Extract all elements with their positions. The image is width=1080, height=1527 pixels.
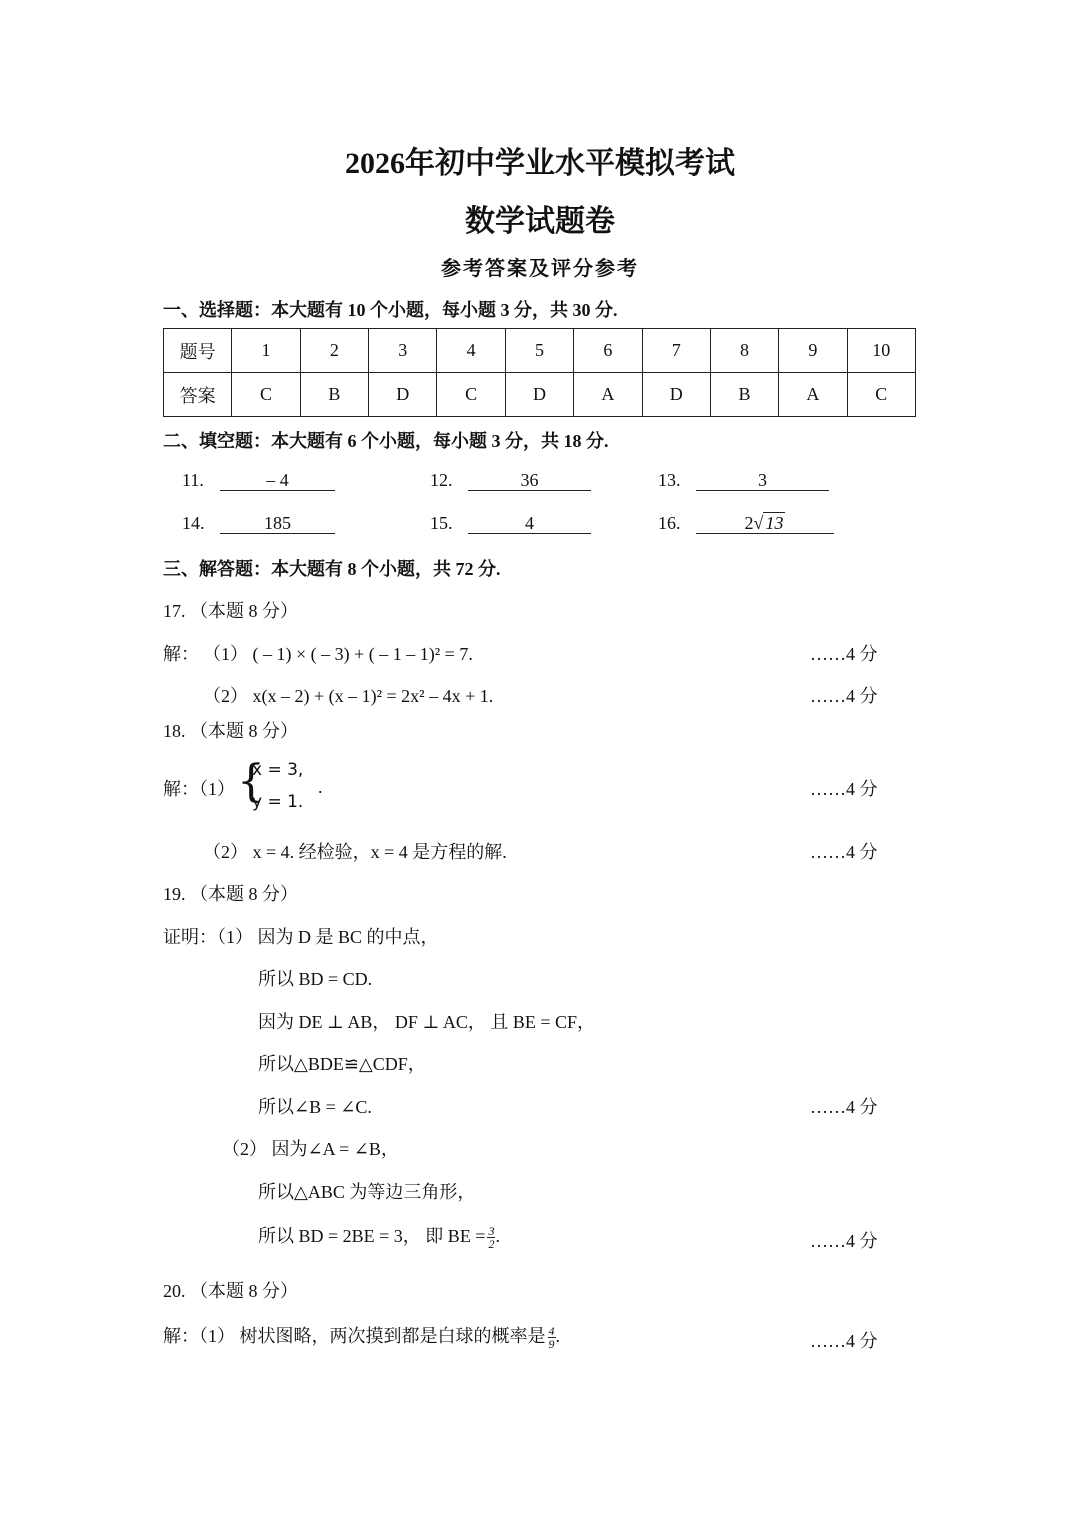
radical-coefficient: 2 (744, 513, 754, 533)
answer-row (164, 373, 916, 417)
question-number: 9 (779, 329, 847, 373)
q20-score1: ……4 分 (810, 1331, 878, 1351)
question-number: 4 (437, 329, 505, 373)
fraction-numerator: 3 (488, 1224, 495, 1239)
q19-line8: 所以 BD = 2BE = 3， 即 BE = $\frac{3}{2}$ . (258, 1224, 500, 1252)
q18-lead: 解：（1） (163, 779, 235, 799)
question-number: 1 (232, 329, 300, 373)
q19-line5: 所以∠B = ∠C. (258, 1097, 372, 1117)
blank-item-11 (182, 470, 289, 491)
q18-eq2: y = 1. (252, 792, 304, 812)
question-number: 6 (574, 329, 642, 373)
blank-number: 16. (658, 513, 681, 533)
exam-title: 2026年初中学业水平模拟考试 (345, 147, 735, 180)
q19-score2: ……4 分 (810, 1231, 878, 1251)
question-row-label: 题号 (164, 329, 232, 373)
blank-answer: 3 (696, 470, 829, 491)
blank-number: 13. (658, 470, 681, 490)
blank-answer: – 4 (220, 470, 335, 491)
section3-heading: 三、解答题：本大题有 8 个小题，共 72 分. (163, 559, 501, 579)
q19-line2: 所以 BD = CD. (258, 969, 373, 989)
question-number: 8 (710, 329, 778, 373)
answer-cell: A (574, 373, 642, 417)
q19-title: 19. （本题 8 分） (163, 884, 298, 904)
blank-item-13 (658, 470, 767, 491)
radicand: 13 (765, 513, 784, 533)
q19-line3: 因为 DE ⊥ AB， DF ⊥ AC， 且 BE = CF， (258, 1012, 596, 1032)
question-number: 7 (642, 329, 710, 373)
q19-line6: （2） 因为∠A = ∠B， (222, 1139, 399, 1159)
fraction-denominator: 2 (488, 1237, 495, 1252)
q17-score1: ……4 分 (810, 644, 878, 664)
blank-answer: 4 (468, 513, 591, 534)
system-brace: { (237, 756, 265, 807)
question-number: 2 (300, 329, 368, 373)
fraction-numerator: 4 (548, 1324, 555, 1339)
fraction (548, 1325, 556, 1350)
answer-table (163, 328, 916, 417)
blank-item-12 (430, 470, 539, 491)
question-number: 10 (847, 329, 915, 373)
blank-number: 11. (182, 470, 204, 490)
blank-answer: 185 (220, 513, 335, 534)
fraction (487, 1225, 495, 1250)
q19-score1: ……4 分 (810, 1097, 878, 1117)
blank-item-14 (182, 513, 291, 534)
answer-cell: D (642, 373, 710, 417)
blank-number: 12. (430, 470, 453, 490)
blank-item-16 (658, 513, 784, 534)
answer-cell: C (232, 373, 300, 417)
section1-heading: 一、选择题：本大题有 10 个小题，每小题 3 分，共 30 分. (163, 300, 618, 320)
answer-cell: C (437, 373, 505, 417)
q19-line8-text: 所以 BD = 2BE = 3， 即 BE = (258, 1226, 486, 1246)
answer-row-label: 答案 (164, 373, 232, 417)
q18-score2: ……4 分 (810, 842, 878, 862)
answer-cell: A (779, 373, 847, 417)
q20-line1-text: 解：（1） 树状图略，两次摸到都是白球的概率是 (163, 1326, 546, 1346)
q19-line1: 证明：（1） 因为 D 是 BC 的中点， (163, 927, 439, 947)
q18-eq1: x = 3, (252, 760, 304, 780)
answer-cell: C (847, 373, 915, 417)
section2-heading: 二、填空题：本大题有 6 个小题，每小题 3 分，共 18 分. (163, 431, 609, 451)
blank-item-15 (430, 513, 534, 534)
q17-title: 17. （本题 8 分） (163, 601, 298, 621)
answer-cell: D (369, 373, 437, 417)
q17-part1: （1） ( – 1) × ( – 3) + ( – 1 – 1)² = 7. (203, 644, 473, 664)
q18-dot: . (318, 777, 323, 797)
answer-cell: B (300, 373, 368, 417)
question-row (164, 329, 916, 373)
q18-score1: ……4 分 (810, 779, 878, 799)
blank-number: 15. (430, 513, 453, 533)
answer-cell: D (505, 373, 573, 417)
blank-number: 14. (182, 513, 205, 533)
q17-part2: （2） x(x – 2) + (x – 1)² = 2x² – 4x + 1. (203, 686, 494, 706)
q20-title: 20. （本题 8 分） (163, 1281, 298, 1301)
fraction-denominator: 9 (548, 1337, 555, 1352)
q17-score2: ……4 分 (810, 686, 878, 706)
q18-part2: （2） x = 4. 经检验，x = 4 是方程的解. (203, 842, 507, 862)
answer-key-caption: 参考答案及评分参考 (441, 258, 639, 280)
exam-subtitle: 数学试题卷 (465, 205, 615, 238)
q18-title: 18. （本题 8 分） (163, 721, 298, 741)
blank-answer: 2√ 13 (696, 513, 834, 534)
q19-line7: 所以△ABC 为等边三角形， (258, 1182, 476, 1202)
q17-lead: 解： (163, 644, 199, 664)
question-number: 3 (369, 329, 437, 373)
question-number: 5 (505, 329, 573, 373)
q20-line1: 解：（1） 树状图略，两次摸到都是白球的概率是 $\frac{4}{9}$ . (163, 1324, 560, 1352)
answer-cell: B (710, 373, 778, 417)
blank-answer: 36 (468, 470, 591, 491)
q19-line4: 所以△BDE≌△CDF， (258, 1054, 426, 1074)
